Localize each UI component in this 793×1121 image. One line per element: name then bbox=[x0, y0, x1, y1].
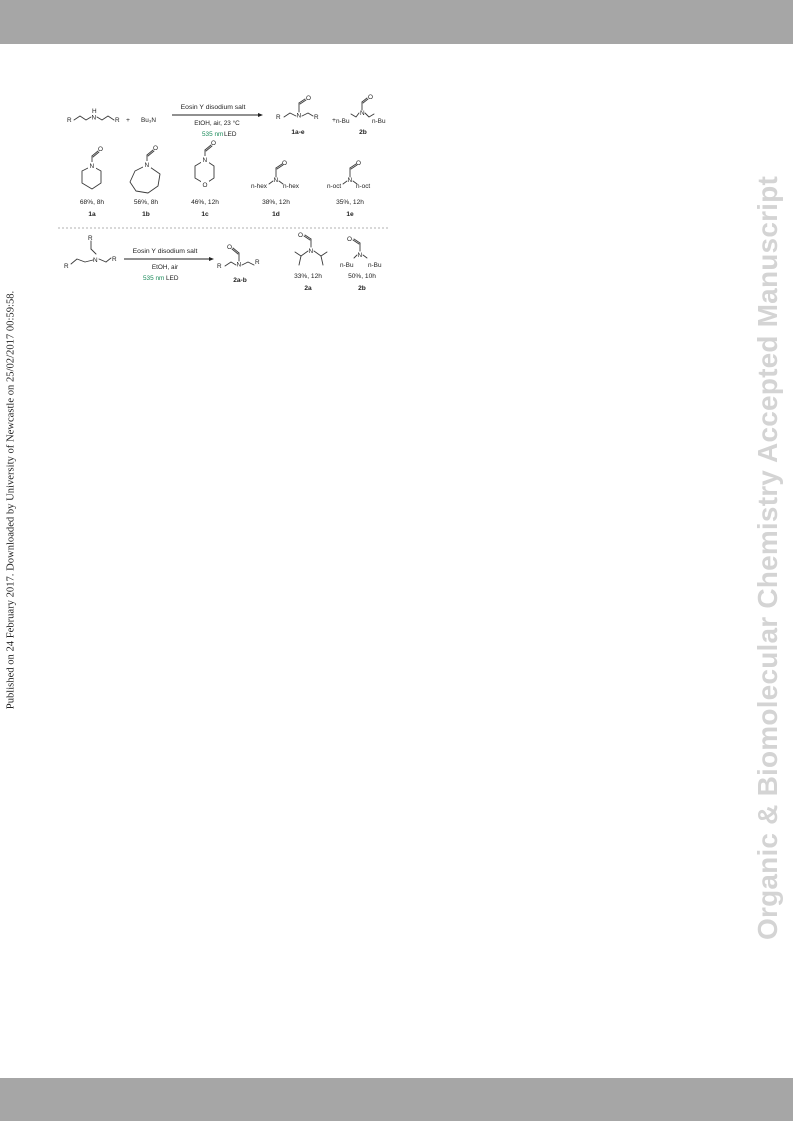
n-label: N bbox=[93, 257, 98, 264]
o-label: O bbox=[211, 140, 216, 147]
n-label: N bbox=[144, 162, 150, 169]
octyl-label: n-oct bbox=[327, 183, 342, 190]
n-label: N bbox=[296, 112, 302, 120]
publication-note: Published on 24 February 2017. Downloaded by University of Newcastle on 25/02/2017 00:59:58. bbox=[5, 290, 17, 710]
catalyst-label: Eosin Y disodium salt bbox=[132, 248, 198, 255]
yield-1d: 38%, 12h bbox=[262, 199, 290, 206]
r-label: R bbox=[67, 117, 72, 124]
r-label: R bbox=[112, 256, 117, 263]
product-label: 2a-b bbox=[233, 277, 247, 284]
label-1c: 1c bbox=[201, 211, 209, 218]
nbu-label: n-Bu bbox=[336, 118, 350, 125]
side-product-2b bbox=[336, 94, 386, 136]
yield-1b: 56%, 8h bbox=[133, 199, 159, 206]
side-product-label: 2b bbox=[359, 129, 367, 136]
plus-sign: + bbox=[126, 117, 130, 124]
o-label: O bbox=[347, 236, 352, 243]
label-1e: 1e bbox=[346, 211, 354, 218]
hexyl-label: n-hex bbox=[283, 183, 299, 190]
n-label: N bbox=[89, 163, 95, 170]
yield-2b: 50%, 10h bbox=[348, 273, 376, 280]
tertiary-amine-reactant bbox=[64, 235, 117, 270]
hexyl-label: n-hex bbox=[251, 183, 267, 190]
tributylamine-label: Bu₃N bbox=[141, 117, 157, 124]
r-label: R bbox=[255, 259, 260, 266]
nbu-label: n-Bu bbox=[340, 262, 354, 269]
yield-1a: 68%, 8h bbox=[79, 199, 105, 206]
r-label: R bbox=[64, 263, 69, 270]
n-label: N bbox=[357, 252, 363, 259]
structure-2a bbox=[294, 232, 327, 292]
n-label: N bbox=[308, 248, 314, 255]
o-label: O bbox=[153, 145, 158, 152]
n-label: N bbox=[202, 157, 208, 164]
h-label: H bbox=[92, 108, 97, 115]
yield-2a: 33%, 12h bbox=[294, 273, 322, 280]
n-label: N bbox=[347, 177, 353, 184]
nbu-label: n-Bu bbox=[372, 118, 386, 125]
structure-1b bbox=[130, 145, 160, 218]
n-label: N bbox=[273, 177, 279, 184]
structure-1c bbox=[191, 140, 219, 218]
reaction-arrow-bottom bbox=[124, 248, 214, 282]
r-label: R bbox=[217, 263, 222, 270]
o-label: O bbox=[368, 94, 373, 101]
r-label: R bbox=[115, 117, 120, 124]
solvent-label: EtOH, air, 23 °C bbox=[194, 120, 240, 127]
r-label: R bbox=[314, 114, 319, 121]
yield-1e: 35%, 12h bbox=[336, 199, 364, 206]
formamide-product bbox=[276, 95, 319, 136]
yield-1c: 46%, 12h bbox=[191, 199, 219, 206]
label-2b: 2b bbox=[358, 285, 366, 292]
led-label: LED bbox=[224, 131, 237, 138]
r-label: R bbox=[276, 114, 281, 121]
n-label: N bbox=[236, 261, 242, 269]
plus-sign: + bbox=[332, 117, 336, 124]
structure-1e bbox=[327, 160, 370, 218]
formamide-product-2ab bbox=[217, 244, 260, 284]
o-label: O bbox=[356, 160, 361, 167]
o-label: O bbox=[298, 232, 303, 239]
catalyst-label: Eosin Y disodium salt bbox=[180, 104, 246, 111]
o-label: O bbox=[306, 95, 311, 102]
o-label: O bbox=[227, 244, 232, 251]
nbu-label: n-Bu bbox=[368, 262, 382, 269]
label-2a: 2a bbox=[304, 285, 312, 292]
structure-1d bbox=[251, 160, 300, 218]
product-label: 1a-e bbox=[291, 129, 305, 136]
ring-o-label: O bbox=[202, 182, 208, 189]
solvent-label: EtOH, air bbox=[151, 264, 179, 271]
led-label: LED bbox=[166, 275, 179, 282]
o-label: O bbox=[282, 160, 287, 167]
reaction-arrow-top bbox=[172, 104, 263, 138]
n-label: N bbox=[91, 114, 97, 122]
o-label: O bbox=[98, 146, 103, 153]
label-1b: 1b bbox=[142, 211, 150, 218]
secondary-amine-reactant bbox=[67, 108, 120, 124]
structure-1a bbox=[80, 146, 105, 218]
label-1d: 1d bbox=[272, 211, 280, 218]
octyl-label: n-oct bbox=[356, 183, 371, 190]
journal-watermark: Organic & Biomolecular Chemistry Accepted Manuscript bbox=[752, 176, 783, 940]
n-label: N bbox=[360, 110, 365, 117]
r-label: R bbox=[88, 235, 93, 242]
led-wavelength: 535 nm bbox=[202, 131, 224, 138]
led-wavelength: 535 nm bbox=[143, 275, 165, 282]
label-1a: 1a bbox=[88, 211, 96, 218]
structure-2b bbox=[340, 236, 382, 292]
